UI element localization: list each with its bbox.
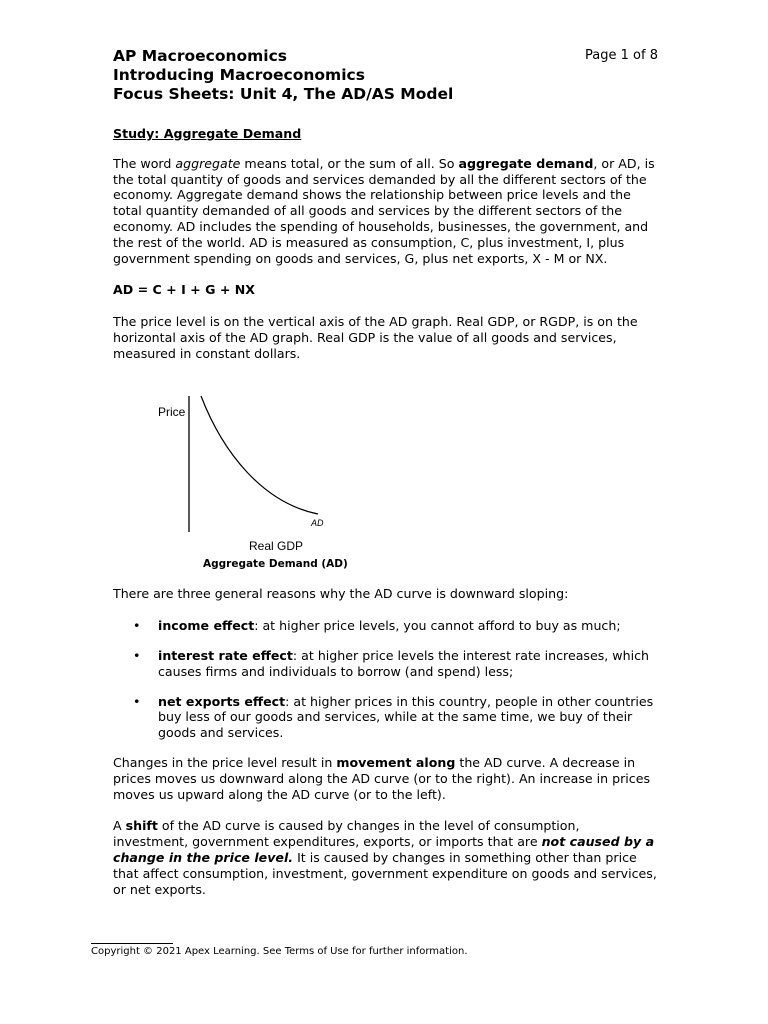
page-header xyxy=(113,47,658,104)
sheet-title: Focus Sheets: Unit 4, The AD/AS Model xyxy=(113,85,454,103)
list-item xyxy=(113,618,658,634)
bullet-icon: • xyxy=(133,618,141,634)
bold-term: movement along xyxy=(336,754,456,770)
reasons-intro: There are three general reasons why the AD curve is downward sloping: xyxy=(113,586,569,602)
x-axis-label: Real GDP xyxy=(249,538,304,553)
aggregate-demand-paragraph xyxy=(113,156,658,267)
bullet-icon: • xyxy=(133,647,141,663)
bold-italic-term: not caused by a change in the price level. xyxy=(113,834,655,865)
graph-caption: Aggregate Demand (AD) xyxy=(203,557,348,570)
text: A xyxy=(113,818,126,834)
reasons-list xyxy=(113,618,658,741)
text: : at higher price levels, you cannot afford to buy as much; xyxy=(254,618,621,634)
document-body xyxy=(113,126,658,913)
bold-term: shift xyxy=(125,818,158,834)
footer-rule xyxy=(91,943,173,944)
shift-paragraph xyxy=(113,818,658,897)
text: It is caused by changes in something other than price that affect consumption, investment, government expenditure on goods and services, or net exports. xyxy=(113,849,657,897)
text: : at higher prices in this country, people in other countries buy less of our goods and services, while at the same time, we buy of their goods and services. xyxy=(158,693,654,741)
italic-term: aggregate xyxy=(175,155,241,171)
text: the AD curve. A decrease in prices moves us downward along the AD curve (or to the right). An increase in prices moves us upward along the AD curve (or to the left). xyxy=(113,754,651,802)
axes-paragraph: The price level is on the vertical axis of the AD graph. Real GDP, or RGDP, is on the horizontal axis of the AD graph. Real GDP is the value of all goods and services, measured in constant dollars. xyxy=(113,314,638,361)
study-heading: Study: Aggregate Demand xyxy=(113,126,302,141)
course-title: AP Macroeconomics xyxy=(113,47,288,65)
bullet-icon: • xyxy=(133,693,141,709)
bold-term: aggregate demand xyxy=(458,155,594,171)
text: , or AD, is the total quantity of goods and services demanded by all the different sectors of the economy. Aggregate demand shows the relationship between price levels and the total quantity demanded of all goods and services by the different sectors of the economy. AD includes the spending of households, businesses, the government, and the rest of the world. AD is measured as consumption, C, plus investment, I, plus government spending on goods and services, G, plus net exports, X - M or NX. xyxy=(113,155,655,266)
unit-subtitle: Introducing Macroeconomics xyxy=(113,66,365,84)
movement-paragraph xyxy=(113,755,658,802)
ad-graph-svg xyxy=(113,378,658,553)
list-item xyxy=(113,694,658,741)
bold-term: net exports effect xyxy=(158,693,286,709)
text: The word xyxy=(113,155,176,171)
ad-curve xyxy=(201,396,318,514)
list-item xyxy=(113,648,658,680)
text: of the AD curve is caused by changes in the level of consumption, investment, government expenditures, exports, or imports that are xyxy=(113,818,580,850)
ad-formula: AD = C + I + G + NX xyxy=(113,282,255,298)
page-number: Page 1 of 8 xyxy=(585,48,658,63)
text: : at higher price levels the interest rate increases, which causes firms and individuals to borrow (and spend) less; xyxy=(158,647,649,679)
curve-label: AD xyxy=(311,517,324,528)
bold-term: interest rate effect xyxy=(158,647,293,663)
y-axis-label: Price xyxy=(158,404,186,419)
text: means total, or the sum of all. So xyxy=(240,155,459,171)
bold-term: income effect xyxy=(158,618,255,634)
text: Changes in the price level result in xyxy=(113,754,337,770)
ad-graph xyxy=(113,378,658,553)
copyright-footer: Copyright © 2021 Apex Learning. See Terms of Use for further information. xyxy=(91,946,468,957)
